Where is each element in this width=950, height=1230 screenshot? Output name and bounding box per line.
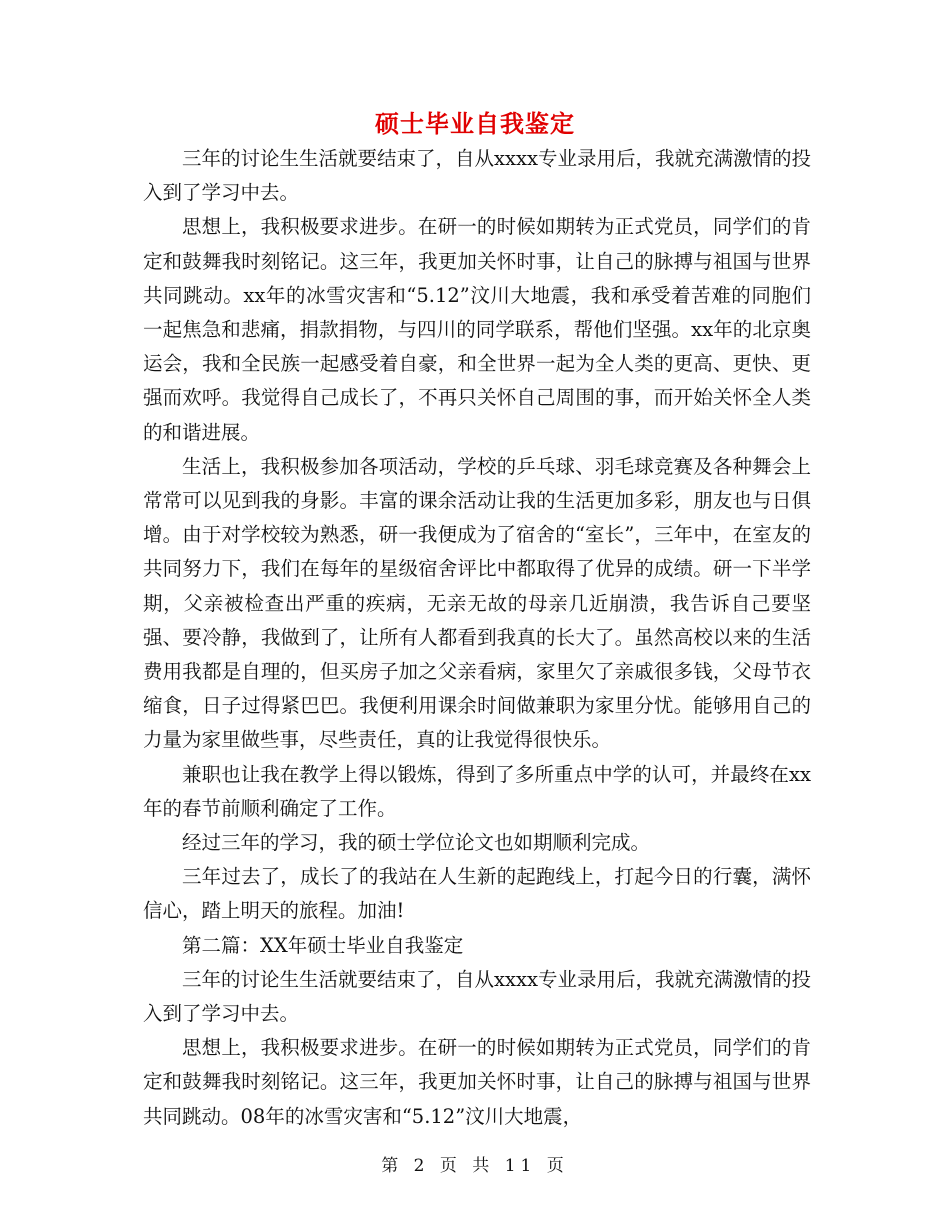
page-number-footer: 第 2 页 共 11 页 [381, 1156, 569, 1176]
paragraph: 三年的讨论生生活就要结束了，自从xxxx专业录用后，我就充满激情的投入到了学习中去。 [143, 967, 811, 1026]
section-heading: 第二篇：XX年硕士毕业自我鉴定 [182, 933, 464, 957]
paragraph: 思想上，我积极要求进步。在研一的时候如期转为正式党员，同学们的肯定和鼓舞我时刻铭记。这三年，我更加关怀时事，让自己的脉搏与祖国与世界共同跳动。08年的冰雪灾害和“5.12”汶川大地震， [143, 1036, 811, 1128]
paragraph: 经过三年的学习，我的硕士学位论文也如期顺利完成。 [182, 831, 651, 855]
paragraph: 兼职也让我在教学上得以锻炼，得到了多所重点中学的认可，并最终在xx年的春节前顺利确定了工作。 [143, 762, 811, 820]
paragraph: 生活上，我积极参加各项活动，学校的乒乓球、羽毛球竞赛及各种舞会上常常可以见到我的身影。丰富的课余活动让我的生活更加多彩，朋友也与日俱增。由于对学校较为熟悉，研一我便成为了宿舍的“室长”，三年中，在室友的共同努力下，我们在每年的星级宿舍评比中都取得了优异的成绩。研一下半学期，父亲被检查出严重的疾病，无亲无故的母亲几近崩溃，我告诉自己要坚强、要冷静，我做到了，让所有人都看到我真的长大了。虽然高校以来的生活费用我都是自理的，但买房子加之父亲看病，家里欠了亲戚很多钱，父母节衣缩食，日子过得紧巴巴。我便利用课余时间做兼职为家里分忧。能够用自己的力量为家里做些事，尽些责任，真的让我觉得很快乐。 [143, 454, 811, 752]
document-title: 硕士毕业自我鉴定 [375, 109, 575, 138]
paragraph: 三年过去了，成长了的我站在人生新的起跑线上，打起今日的行囊，满怀信心，踏上明天的旅程。加油! [143, 865, 811, 923]
paragraph: 三年的讨论生生活就要结束了，自从xxxx专业录用后，我就充满激情的投入到了学习中去。 [143, 147, 811, 205]
paragraph: 思想上，我积极要求进步。在研一的时候如期转为正式党员，同学们的肯定和鼓舞我时刻铭记。这三年，我更加关怀时事，让自己的脉搏与祖国与世界共同跳动。xx年的冰雪灾害和“5.12”汶川大地震，我和承受着苦难的同胞们一起焦急和悲痛，捐款捐物，与四川的同学联系，帮他们坚强。xx年的北京奥运会，我和全民族一起感受着自豪，和全世界一起为全人类的更高、更快、更强而欢呼。我觉得自己成长了，不再只关怀自己周围的事，而开始关怀全人类的和谐进展。 [143, 215, 811, 444]
document-body [143, 142, 811, 1134]
